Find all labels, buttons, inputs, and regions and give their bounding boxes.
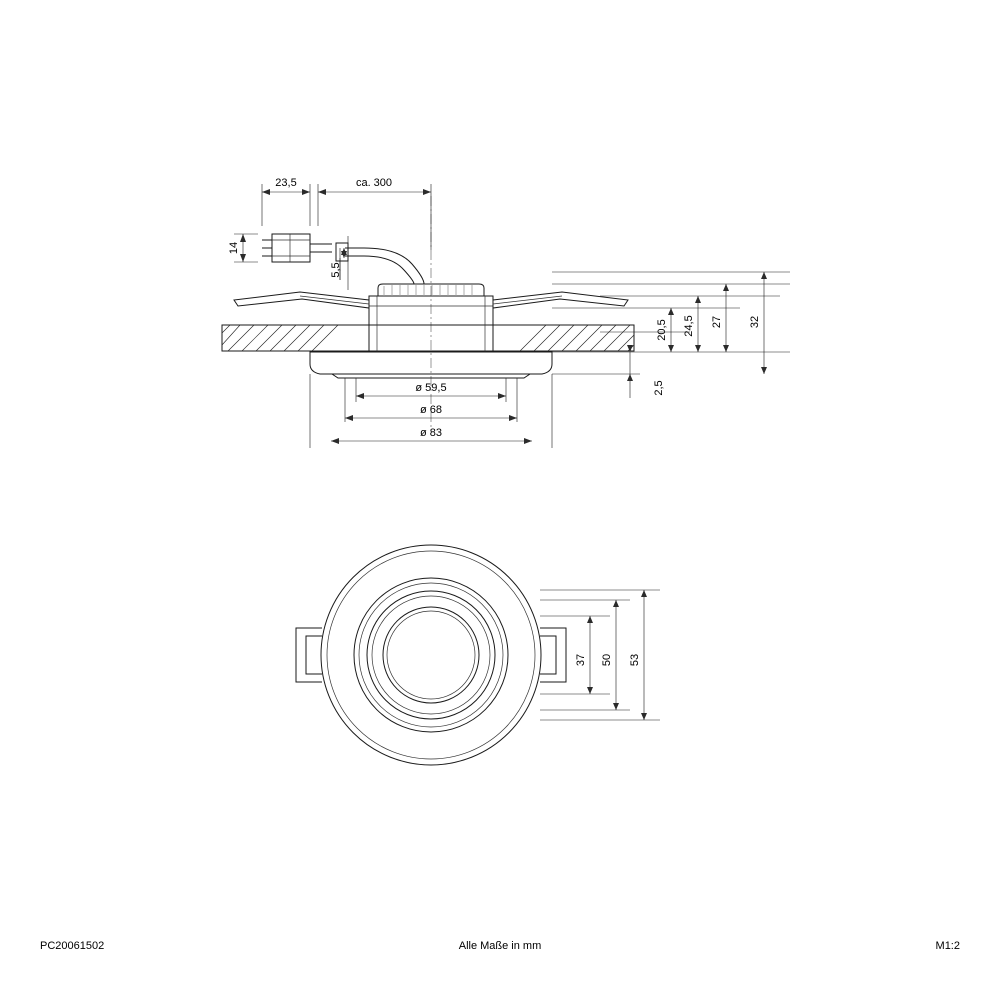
ceiling-board: [222, 325, 634, 351]
dim-53: [629, 590, 647, 720]
dim-label-27: 27: [711, 315, 723, 329]
section-view-group: [222, 177, 790, 448]
scale-note: M1:2: [935, 940, 960, 952]
dim-label-d-83: ø 83: [419, 427, 443, 439]
units-note: Alle Maße in mm: [458, 940, 542, 952]
dim-stack-right: [552, 272, 790, 398]
dim-label-2-5: 2,5: [653, 380, 665, 396]
dim-5-5: [330, 236, 348, 290]
dim-27: [711, 284, 729, 352]
dim-24-5: [683, 296, 701, 352]
dim-stack-bottom: [310, 374, 552, 448]
dim-label-20-5: 20,5: [656, 319, 668, 341]
dim-label-d-68: ø 68: [419, 404, 443, 416]
dim-label-d-59-5: ø 59,5: [415, 382, 447, 394]
drawing-number: PC20061502: [40, 940, 105, 952]
dim-50: [601, 600, 619, 710]
dim-label-32: 32: [749, 315, 761, 329]
dim-label-ca-300: ca. 300: [355, 177, 393, 189]
dim-23-5: [262, 177, 310, 226]
dim-2-5: [627, 345, 665, 398]
dim-label-50: 50: [601, 653, 613, 667]
dim-label-37: 37: [575, 653, 587, 667]
dim-label-24-5: 24,5: [683, 315, 695, 337]
cable-assembly: [262, 234, 424, 284]
dim-ca-300: [318, 177, 431, 250]
dim-14: [228, 234, 258, 262]
dim-label-23-5: 23,5: [275, 177, 297, 189]
front-view-group: [296, 545, 660, 765]
drawing-footer: [0, 940, 1000, 964]
dim-label-53: 53: [629, 653, 641, 667]
dim-37: [575, 616, 593, 694]
dim-d-83: [331, 427, 532, 444]
dim-20-5: [656, 308, 674, 352]
dim-label-5-5: 5,5: [330, 262, 342, 278]
dim-label-14: 14: [228, 241, 240, 255]
